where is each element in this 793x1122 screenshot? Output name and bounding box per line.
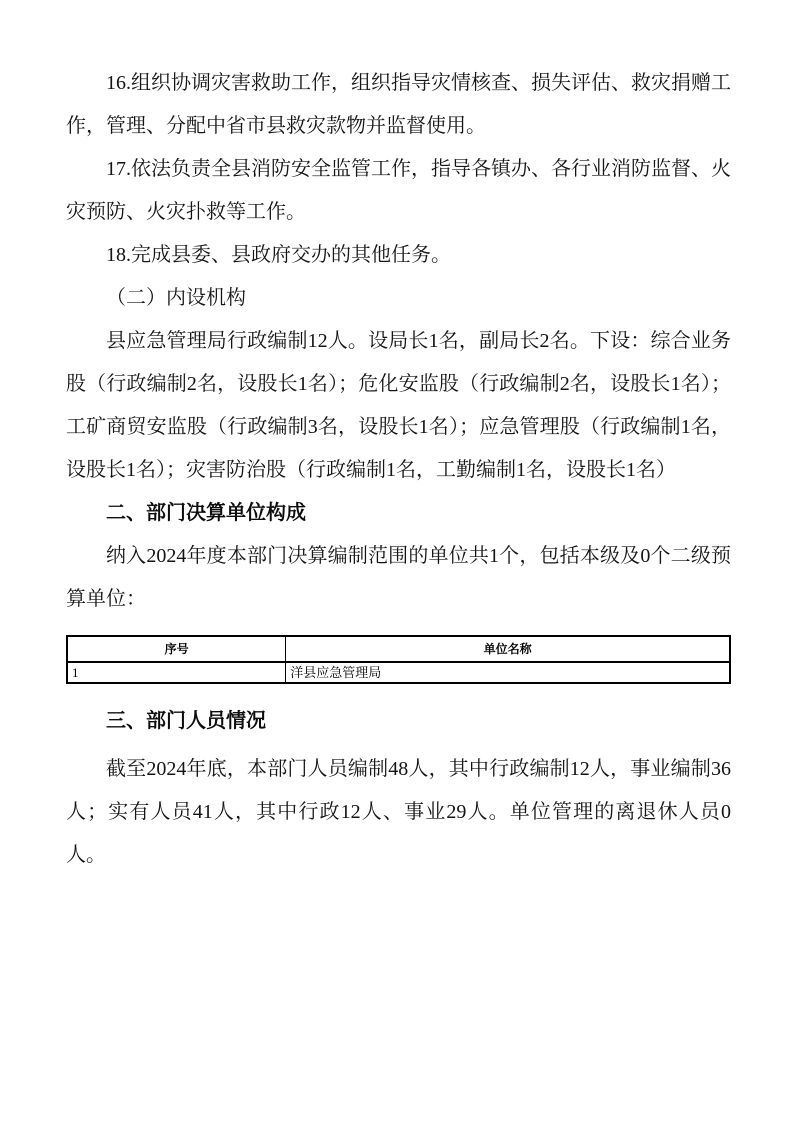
duty-paragraph-16: 16.组织协调灾害救助工作，组织指导灾情核查、损失评估、救灾捐赠工作，管理、分配中省市县救灾款物并监督使用。 xyxy=(66,72,731,137)
subsection-heading-internal-orgs: （二）内设机构 xyxy=(106,287,246,309)
unit-table-header-name: 单位名称 xyxy=(286,636,730,662)
unit-table-header-row xyxy=(67,636,730,662)
unit-row-name: 洋县应急管理局 xyxy=(286,662,730,683)
section-heading-personnel: 三、部门人员情况 xyxy=(106,710,266,732)
unit-composition-intro: 纳入2024年度本部门决算编制范围的单位共1个，包括本级及0个二级预算单位： xyxy=(66,545,731,610)
duty-paragraph-18: 18.完成县委、县政府交办的其他任务。 xyxy=(106,244,451,266)
duty-paragraph-17: 17.依法负责全县消防安全监管工作，指导各镇办、各行业消防监督、火灾预防、火灾扑救等工作。 xyxy=(66,158,731,223)
unit-table-header-index: 序号 xyxy=(67,636,286,662)
table-row xyxy=(67,662,730,683)
personnel-paragraph: 截至2024年底，本部门人员编制48人，其中行政编制12人，事业编制36人；实有人员41人，其中行政12人、事业29人。单位管理的离退休人员0人。 xyxy=(66,758,731,866)
internal-orgs-paragraph: 县应急管理局行政编制12人。设局长1名，副局长2名。下设：综合业务股（行政编制2名，设股长1名）；危化安监股（行政编制2名，设股长1名）；工矿商贸安监股（行政编制3名，设股长1名）；应急管理股（行政编制1名，设股长1名）；灾害防治股（行政编制1名，工勤编制1名，设股长1名） xyxy=(66,330,731,481)
unit-table xyxy=(66,635,731,684)
unit-row-index: 1 xyxy=(67,662,286,683)
section-heading-unit-composition: 二、部门决算单位构成 xyxy=(106,502,306,524)
